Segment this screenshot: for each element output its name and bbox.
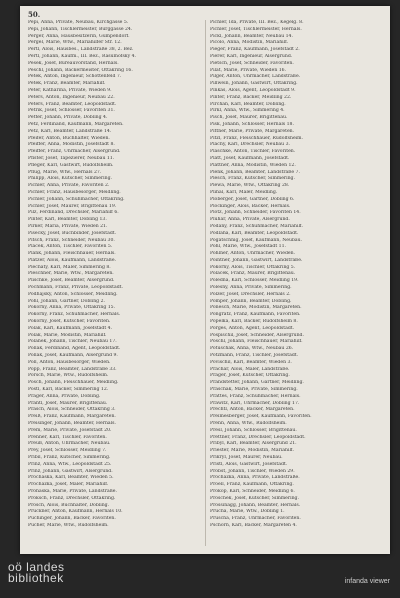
directory-entry: Pillwein, Johann, Gastwirt, Ottakring. [210,81,298,87]
directory-entry: Pepi, Johann, Tischlermeister, Burggasse 24. [28,26,133,32]
directory-entry: Peters, Anton, Ingenieur, Neubau 22. [28,94,115,100]
directory-entry: Prager, Anna, Private, Döbling. [28,393,101,399]
directory-entry: Prochaska, Karl, Beamter, Wieden 5. [28,475,114,481]
directory-entry: Prikryl, Josef, Maurer, Neubau. [210,455,283,460]
directory-entry: Pilz, Ferdinand, Drechsler, Mariahilf 6. [28,210,119,216]
directory-entry: Pschorn, Karl, Bäcker, Margareten 4. [210,522,297,528]
directory-entry: Praschak, Marie, Private, Simmering. [210,387,298,393]
directory-entry: Popp, Franz, Beamter, Landstraße 33. [28,366,117,372]
directory-entry: Platt, Josef, Kaufmann, Josefstadt. [210,155,290,161]
directory-entry: Prantl, Josef, Maurer, Brigittenau. [28,400,108,406]
directory-entry: Prinz, Anna, Wtw., Leopoldstadt 25. [28,461,112,467]
directory-entry: Pirchan, Karl, Beamter, Döbling. [210,101,286,107]
directory-entry: Peter, Katharina, Private, Wieden 9. [28,87,112,93]
directory-entry: Plihal, Karl, Maler, Meidling. [210,189,278,195]
directory-entry: Popelka, Karl, Bäcker, Rudolfsheim 8. [210,319,298,325]
directory-entry: Philipp, Alois, Kutscher, Simmering. [28,176,112,182]
directory-entry: Pfeiffer, Franz, Uhrmacher, Alsergrund. [28,149,121,155]
directory-entry: Pfister, Josef, Tapezierer, Neubau 11. [28,155,115,161]
directory-entry: Prasch, Alois, Schneider, Ottakring 3. [28,407,116,413]
directory-entry: Plischke, Josef, Beamter, Alsergrund. [28,278,115,284]
directory-entry: Petz, Karl, Beamter, Landstraße 14. [28,128,112,134]
directory-entry: Pluhar, Anna, Private, Alsergrund. [210,217,290,223]
directory-entry: Plesch, Franz, Kutscher, Simmering. [210,176,295,182]
directory-entry: Pokorny, Alois, Tischler, Ottakring 5. [210,264,296,270]
directory-entry: Placek, Anton, Tischler, Favoriten 5. [28,244,113,250]
directory-entry: Plattner, Anna, Modistin, Wieden 12. [210,162,296,168]
directory-entry: Posch, Johann, Fleischhauer, Meidling. [28,380,119,386]
directory-entry: Pöll, Anton, Hausbesorger, Wieden. [28,359,111,365]
directory-entry: Prokop, Karl, Schneider, Meidling 6. [210,488,295,494]
directory-entry: Polacek, Franz, Maurer, Brigittenau. [210,271,296,277]
directory-entry: Pittner, Marie, Private, Margareten. [210,128,295,134]
directory-entry: Ploberger, Josef, Gärtner, Döbling 6. [210,196,295,202]
directory-entry: Plachy, Karl, Drechsler, Neubau 3. [210,142,290,148]
directory-entry: Pirkl, Anna, Wtw., Simmering 4. [210,108,285,114]
directory-entry: Pleschner, Marie, Wtw., Margareten. [28,271,114,277]
directory-entry: Preimesberger, Josef, Kaufmann, Favoriten. [210,414,312,420]
directory-entry: Pertl, Alois, Hausbes., Landstraße 38, 2. Bez. [28,47,134,53]
directory-entry: Petek, Franz, Beamter, Mariahilf. [28,81,106,87]
directory-entry: Poledna, Karl, Schlosser, Meidling 19. [210,278,299,284]
directory-entry: Polak, Karl, Kaufmann, Josefstadt 4. [28,325,113,331]
directory-entry: Pitzl, Franz, Fleischhauer, Rudolfsheim. [210,135,303,141]
directory-entry: Pichler, Franz, Hausbesorger, Meidling. [28,189,121,195]
directory-entry: Povischil, Karl, Beamter, Wieden 3. [210,359,292,365]
directory-entry: Petter, Johann, Private, Döbling 4. [28,115,108,121]
directory-entry: Prucha, Marie, Wtw., Döbling 1. [210,509,285,515]
right-column [210,20,386,530]
directory-entry: Pristl, Alois, Gastwirt, Josefstadt. [210,461,288,467]
directory-entry: Pitsch, Franz, Schneider, Neubau 30. [28,237,115,243]
directory-entry: Polzer, Josef, Drechsler, Hernals 2. [210,291,291,297]
directory-entry: Pogatschnig, Josef, Kaufmann, Neubau. [210,237,303,243]
logo-line-2: bibliothek [8,571,64,585]
directory-entry: Pichler, Josef, Tischlermeister, Hernals. [210,26,302,32]
directory-entry: Pierer, Karl, Ingenieur, Alsergrund. [210,53,293,59]
directory-entry: Pucher, Marie, Wtw., Rudolfsheim. [28,522,109,528]
directory-entry: Prossinagg, Johann, Beamter, Hernals. [210,502,301,508]
directory-entry: Pilat, Marie, Private, Wieden 16. [210,67,287,73]
directory-entry: Pfleger, Karl, Gastwirt, Rudolfsheim. [28,162,114,168]
directory-entry: Prechtl, Anton, Bäcker, Margareten. [210,407,295,413]
directory-entry: Porsch, Marie, Wtw., Rudolfsheim. [28,373,109,379]
directory-entry: Plöckinger, Alois, Bäcker, Hernals. [210,203,291,209]
directory-entry: Proschek, Josef, Kutscher, Simmering. [210,495,299,501]
directory-entry: Pisch, Josef, Maurer, Brigittenau. [210,115,288,121]
directory-entry: Preuß, Anton, Uhrmacher, Neubau. [28,441,111,447]
directory-entry: Pilger, Anton, Uhrmacher, Landstraße. [210,74,301,80]
directory-entry: Pflug, Marie, Wtw., Hernals 27. [28,169,102,175]
column-divider [205,20,206,546]
directory-entry: Plewa, Marie, Wtw., Ottakring 28. [210,183,290,189]
directory-entry: Pertl, Johann, Kaufm., III. Bez., Rasumofsky 4. [28,53,137,59]
directory-entry: Prawitz, Karl, Uhrmacher, Döbling 17. [210,400,300,406]
directory-entry: Pokorny, Josef, Kutscher, Favoriten. [28,319,111,325]
directory-entry: Pichler, Anna, Private, Favoriten 2. [28,183,110,189]
directory-entry: Pesek, Josef, Bureauvorstand, Hernals. [28,60,119,66]
directory-entry: Preisinger, Johann, Beamter, Hernals. [28,421,116,427]
directory-entry: Perger, Anna, Hausbesitzerin, Gumpendorf. [28,33,130,39]
directory-entry: Pruckner, Anton, Kaufmann, Hernals 10. [28,509,123,515]
directory-entry: Pomper, Johann, Beamter, Döbling. [210,298,292,304]
directory-entry: Pokorny, Franz, Schuhmacher, Hernals. [28,312,121,318]
directory-entry: Pieger, Franz, Kaufmann, Josefstadt 2. [210,47,300,53]
directory-entry: Picolo, Anna, Modistin, Mariahilf. [210,40,289,46]
directory-entry: Platzer, Alois, Kaufmann, Landstraße. [28,257,117,263]
page-number: 50. [28,10,41,19]
directory-entry: Prinz, Johann, Gastwirt, Alsergrund. [28,468,113,474]
directory-entry: Preiß, Franz, Kaufmann, Margareten. [28,414,116,420]
directory-entry: Pollak, Ferdinand, Agent, Leopoldstadt. [28,346,121,352]
library-logo[interactable] [8,562,65,584]
directory-entry: Polesny, Anna, Private, Simmering. [210,285,292,291]
directory-entry: Prohaska, Marie, Private, Landstraße. [28,488,117,494]
directory-entry: Pollak, Josef, Kaufmann, Alsergrund 9. [28,353,118,359]
directory-entry: Pochmann, Franz, Private, Leopoldstadt. [28,285,123,291]
directory-entry: Puchinger, Johann, Bäcker, Favoriten. [28,516,116,522]
directory-entry: Podany, Franz, Schuhmacher, Mariahilf. [210,223,303,229]
directory-entry: Proksch, Franz, Drechsler, Ottakring. [28,495,116,501]
directory-entry: Pergel, Marie, Wtw., Mariahilfer Str. 12. [28,40,122,46]
directory-entry: Plenk, Johann, Beamter, Landstraße 7. [210,169,300,175]
directory-entry: Pospischil, Josef, Schneider, Alsergrund. [210,332,304,338]
directory-entry: Prattes, Franz, Schuhmacher, Hernals. [210,393,301,399]
directory-entry: Pöschl, Johann, Fleischhauer, Mariahilf. [210,339,303,345]
directory-entry: Prochazka, Anna, Private, Landstraße. [210,475,300,481]
directory-entry: Porges, Anton, Agent, Leopoldstadt. [210,325,295,331]
directory-entry: Probst, Johann, Tischler, Wieden 29. [210,468,295,474]
directory-entry: Postl, Karl, Bäcker, Simmering 12. [28,387,109,393]
directory-entry: Podhajsky, Anton, Schlosser, Meidling. [28,291,118,297]
directory-entry: Pohl, Johann, Gärtner, Döbling 2. [28,298,105,304]
directory-entry: Pribyl, Karl, Beamter, Alsergrund 21. [210,441,297,447]
directory-entry: Plechaty, Karl, Maler, Simmering 8. [28,264,111,270]
directory-entry: Proell, Franz, Kaufmann, Ottakring. [210,482,294,488]
directory-entry: Prem, Marie, Private, Josefstadt 20. [28,427,112,433]
directory-entry: Plaschke, Anton, Tischler, Favoriten. [210,149,296,155]
directory-entry: Pickl, Johann, Beamter, Neubau 14. [210,33,293,39]
logo-line-1: oö landes [8,560,65,574]
directory-entry: Potzmann, Franz, Tischler, Josefstadt. [210,353,299,359]
directory-entry: Petek, Anton, Ingenieur, Schottenfeld 7. [28,74,122,80]
directory-entry: Peschl, Johann, Bäckermeister, Ottakring 16. [28,67,133,73]
directory-entry: Pointner, Johann, Gastwirt, Landstraße. [210,257,303,263]
directory-entry: Priester, Marie, Modistin, Mariahilf. [210,448,294,454]
directory-entry: Prachar, Alois, Maler, Landstraße. [210,366,290,372]
directory-entry: Pribil, Franz, Kutscher, Simmering. [28,455,111,460]
directory-entry: Prosch, Alois, Buchhalter, Döbling. [28,502,110,508]
directory-entry: Pfeifer, Anton, Buchhalter, Wieden. [28,135,110,141]
directory-entry: Pinter, Karl, Beamter, Döbling 13. [28,217,107,223]
directory-entry: Pietsch, Josef, Schneider, Favoriten. [210,60,294,66]
directory-entry: Plank, Johann, Fleischhauer, Hernals. [28,251,116,257]
directory-entry: Prey, Josef, Schlosser, Meidling 7. [28,448,107,454]
directory-entry: Prenner, Karl, Tischler, Favoriten. [28,434,107,440]
directory-entry: Plotz, Johann, Schneider, Favoriten 14. [210,210,301,216]
directory-entry: Pichler, Josef, Maurer, Brigittenau 19. [28,203,117,209]
directory-entry: Prenn, Anna, Wtw., Rudolfsheim. [210,421,287,427]
directory-entry: Polak, Marie, Modistin, Mariahilf. [28,332,107,338]
directory-entry: Petz, Ferdinand, Kaufmann, Margareten. [28,121,124,127]
directory-entry: Pirker, Maria, Private, Wieden 21. [28,223,108,229]
directory-entry: Pohl, Marie, Wtw., Josefstadt 11. [210,244,286,250]
directory-entry: Pinter, Franz, Bäcker, Meidling 22. [210,94,292,100]
directory-entry: Prandstetter, Johann, Gärtner, Meidling. [210,380,304,386]
directory-entry: Podlaha, Karl, Beamter, Leopoldstadt. [210,230,299,236]
document-page [20,6,390,554]
directory-entry: Pongratz, Franz, Kaufmann, Favoriten. [210,312,301,318]
directory-entry: Prettner, Franz, Drechsler, Leopoldstadt. [210,434,306,440]
directory-entry: Presl, Johann, Schlosser, Brigittenau. [210,427,297,433]
directory-entry: Pokorny, Anna, Private, Ottakring 15. [28,305,116,311]
left-column [28,20,204,530]
directory-entry: Pichler, Ida, Private, III. Bez., Kegelg. 8. [210,20,304,25]
directory-entry: Pisecky, Josef, Buchbinder, Josefstadt. [28,230,117,236]
directory-entry: Petrik, Josef, Schlosser, Favoriten 31. [28,108,115,114]
directory-entry: Pichler, Johann, Schuhmacher, Ottakring. [28,196,125,202]
directory-entry: Pohlner, Anton, Uhrmacher, Wieden. [210,251,296,257]
directory-entry: Polanek, Johann, Tischler, Neubau 17. [28,339,117,345]
directory-entry: Prager, Josef, Kutscher, Ottakring. [210,373,290,379]
directory-entry: Pruscha, Franz, Uhrmacher, Favoriten. [210,516,301,522]
viewer-name: infanda viewer [344,578,390,585]
directory-entry: Pfeiffer, Anna, Modistin, Josefstadt 8. [28,142,115,148]
directory-entry: Potuschak, Anna, Wtw., Neubau 26. [210,346,294,352]
directory-entry: Peters, Franz, Beamter, Leopoldstadt. [28,101,117,107]
directory-entry: Prochazka, Josef, Maler, Mariahilf. [28,482,109,488]
directory-entry: Ponesch, Marie, Modistin, Margareten. [210,305,302,311]
directory-entry: Pinkas, Alois, Agent, Leopoldstadt 9. [210,87,296,93]
directory-entry: Pisk, Johann, Schlosser, Hernals 18. [210,121,294,127]
directory-entry: Pepi, Anna, Private, Neubau, Kirchgasse 5. [28,20,129,25]
